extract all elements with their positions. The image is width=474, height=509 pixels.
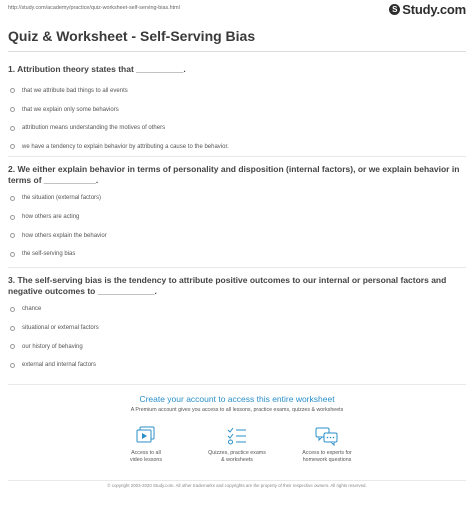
radio-button-icon[interactable] [10,196,15,201]
feature-line: Access to all [131,450,161,456]
answer-label: chance [22,306,42,313]
radio-button-icon[interactable] [10,126,15,131]
answer-label: attribution means understanding the motives of others [22,125,166,132]
answer-label: how others explain the behavior [22,232,107,239]
feature-line: video lessons [129,456,163,463]
copyright-notice: © copyright 2003-2020 Study.com. All other trademarks and copyrights are the property of their respective owners. All rights reserved. [107,483,367,488]
feature-text [277,450,377,464]
question-1 [8,64,466,156]
answer-option[interactable] [8,356,466,375]
feature-line: Access to experts for [302,450,352,456]
radio-button-icon[interactable] [10,144,15,149]
feature-video-lessons [96,426,196,464]
question-3 [8,275,466,375]
answer-option[interactable] [8,100,466,119]
answer-option[interactable] [8,138,466,157]
answer-label: the self-serving bias [22,251,76,258]
page-url: http://study.com/academy/practice/quiz-worksheet-self-serving-bias.html [8,5,180,11]
radio-button-icon[interactable] [10,326,15,331]
answer-options [8,82,466,157]
title-divider [8,51,466,52]
feature-line: Quizzes, practice exams [208,450,266,456]
radio-button-icon[interactable] [10,307,15,312]
answer-option[interactable] [8,208,466,227]
radio-button-icon[interactable] [10,363,15,368]
radio-button-icon[interactable] [10,233,15,238]
radio-button-icon[interactable] [10,215,15,220]
premium-description: A Premium account gives you access to all lessons, practice exams, quizzes & worksheets [130,407,344,413]
radio-button-icon[interactable] [10,252,15,257]
answer-options [8,300,466,375]
feature-experts [277,426,377,464]
answer-label: situational or external factors [22,325,99,332]
section-divider [8,384,466,385]
answer-label: we have a tendency to explain behavior by attributing a cause to the behavior. [22,143,229,150]
chat-bubbles-icon [315,426,339,446]
feature-line: homework questions [302,456,352,463]
radio-button-icon[interactable] [10,107,15,112]
answer-option[interactable] [8,189,466,208]
answer-option[interactable] [8,226,466,245]
checklist-icon [226,426,248,446]
answer-option[interactable] [8,82,466,101]
question-text: 3. The self-serving bias is the tendency to attribute positive outcomes to our internal or personal factors and negative outcomes to ____________. [8,275,447,296]
answer-option[interactable] [8,245,466,264]
question-text: 1. Attribution theory states that __________. [8,64,186,74]
question-text: 2. We either explain behavior in terms of personality and disposition (internal factors), or we explain behavior in terms of ___________. [8,164,460,185]
page-title: Quiz & Worksheet - Self-Serving Bias [8,28,256,44]
radio-button-icon[interactable] [10,344,15,349]
feature-text [96,450,196,464]
question-divider [8,267,466,268]
logo-mark-icon: S [389,4,400,15]
feature-text [187,450,287,464]
answer-option[interactable] [8,300,466,319]
feature-quizzes [187,426,287,464]
answer-option[interactable] [8,337,466,356]
study-logo[interactable] [389,2,466,17]
answer-options [8,189,466,264]
logo-text: Study.com [402,2,466,17]
answer-label: that we explain only some behaviors [22,106,119,113]
answer-label: the situation (external factors) [22,195,102,202]
video-lesson-icon [135,426,157,446]
question-2 [8,164,466,264]
answer-label: our history of behaving [22,343,83,350]
question-divider [8,156,466,157]
answer-label: that we attribute bad things to all events [22,87,128,94]
footer-divider [8,480,466,481]
create-account-link[interactable]: Create your account to access this entire worksheet [139,394,335,404]
radio-button-icon[interactable] [10,88,15,93]
answer-option[interactable] [8,319,466,338]
answer-option[interactable] [8,119,466,138]
feature-line: & worksheets [221,456,253,463]
answer-label: external and internal factors [22,362,97,369]
answer-label: how others are acting [22,214,80,221]
